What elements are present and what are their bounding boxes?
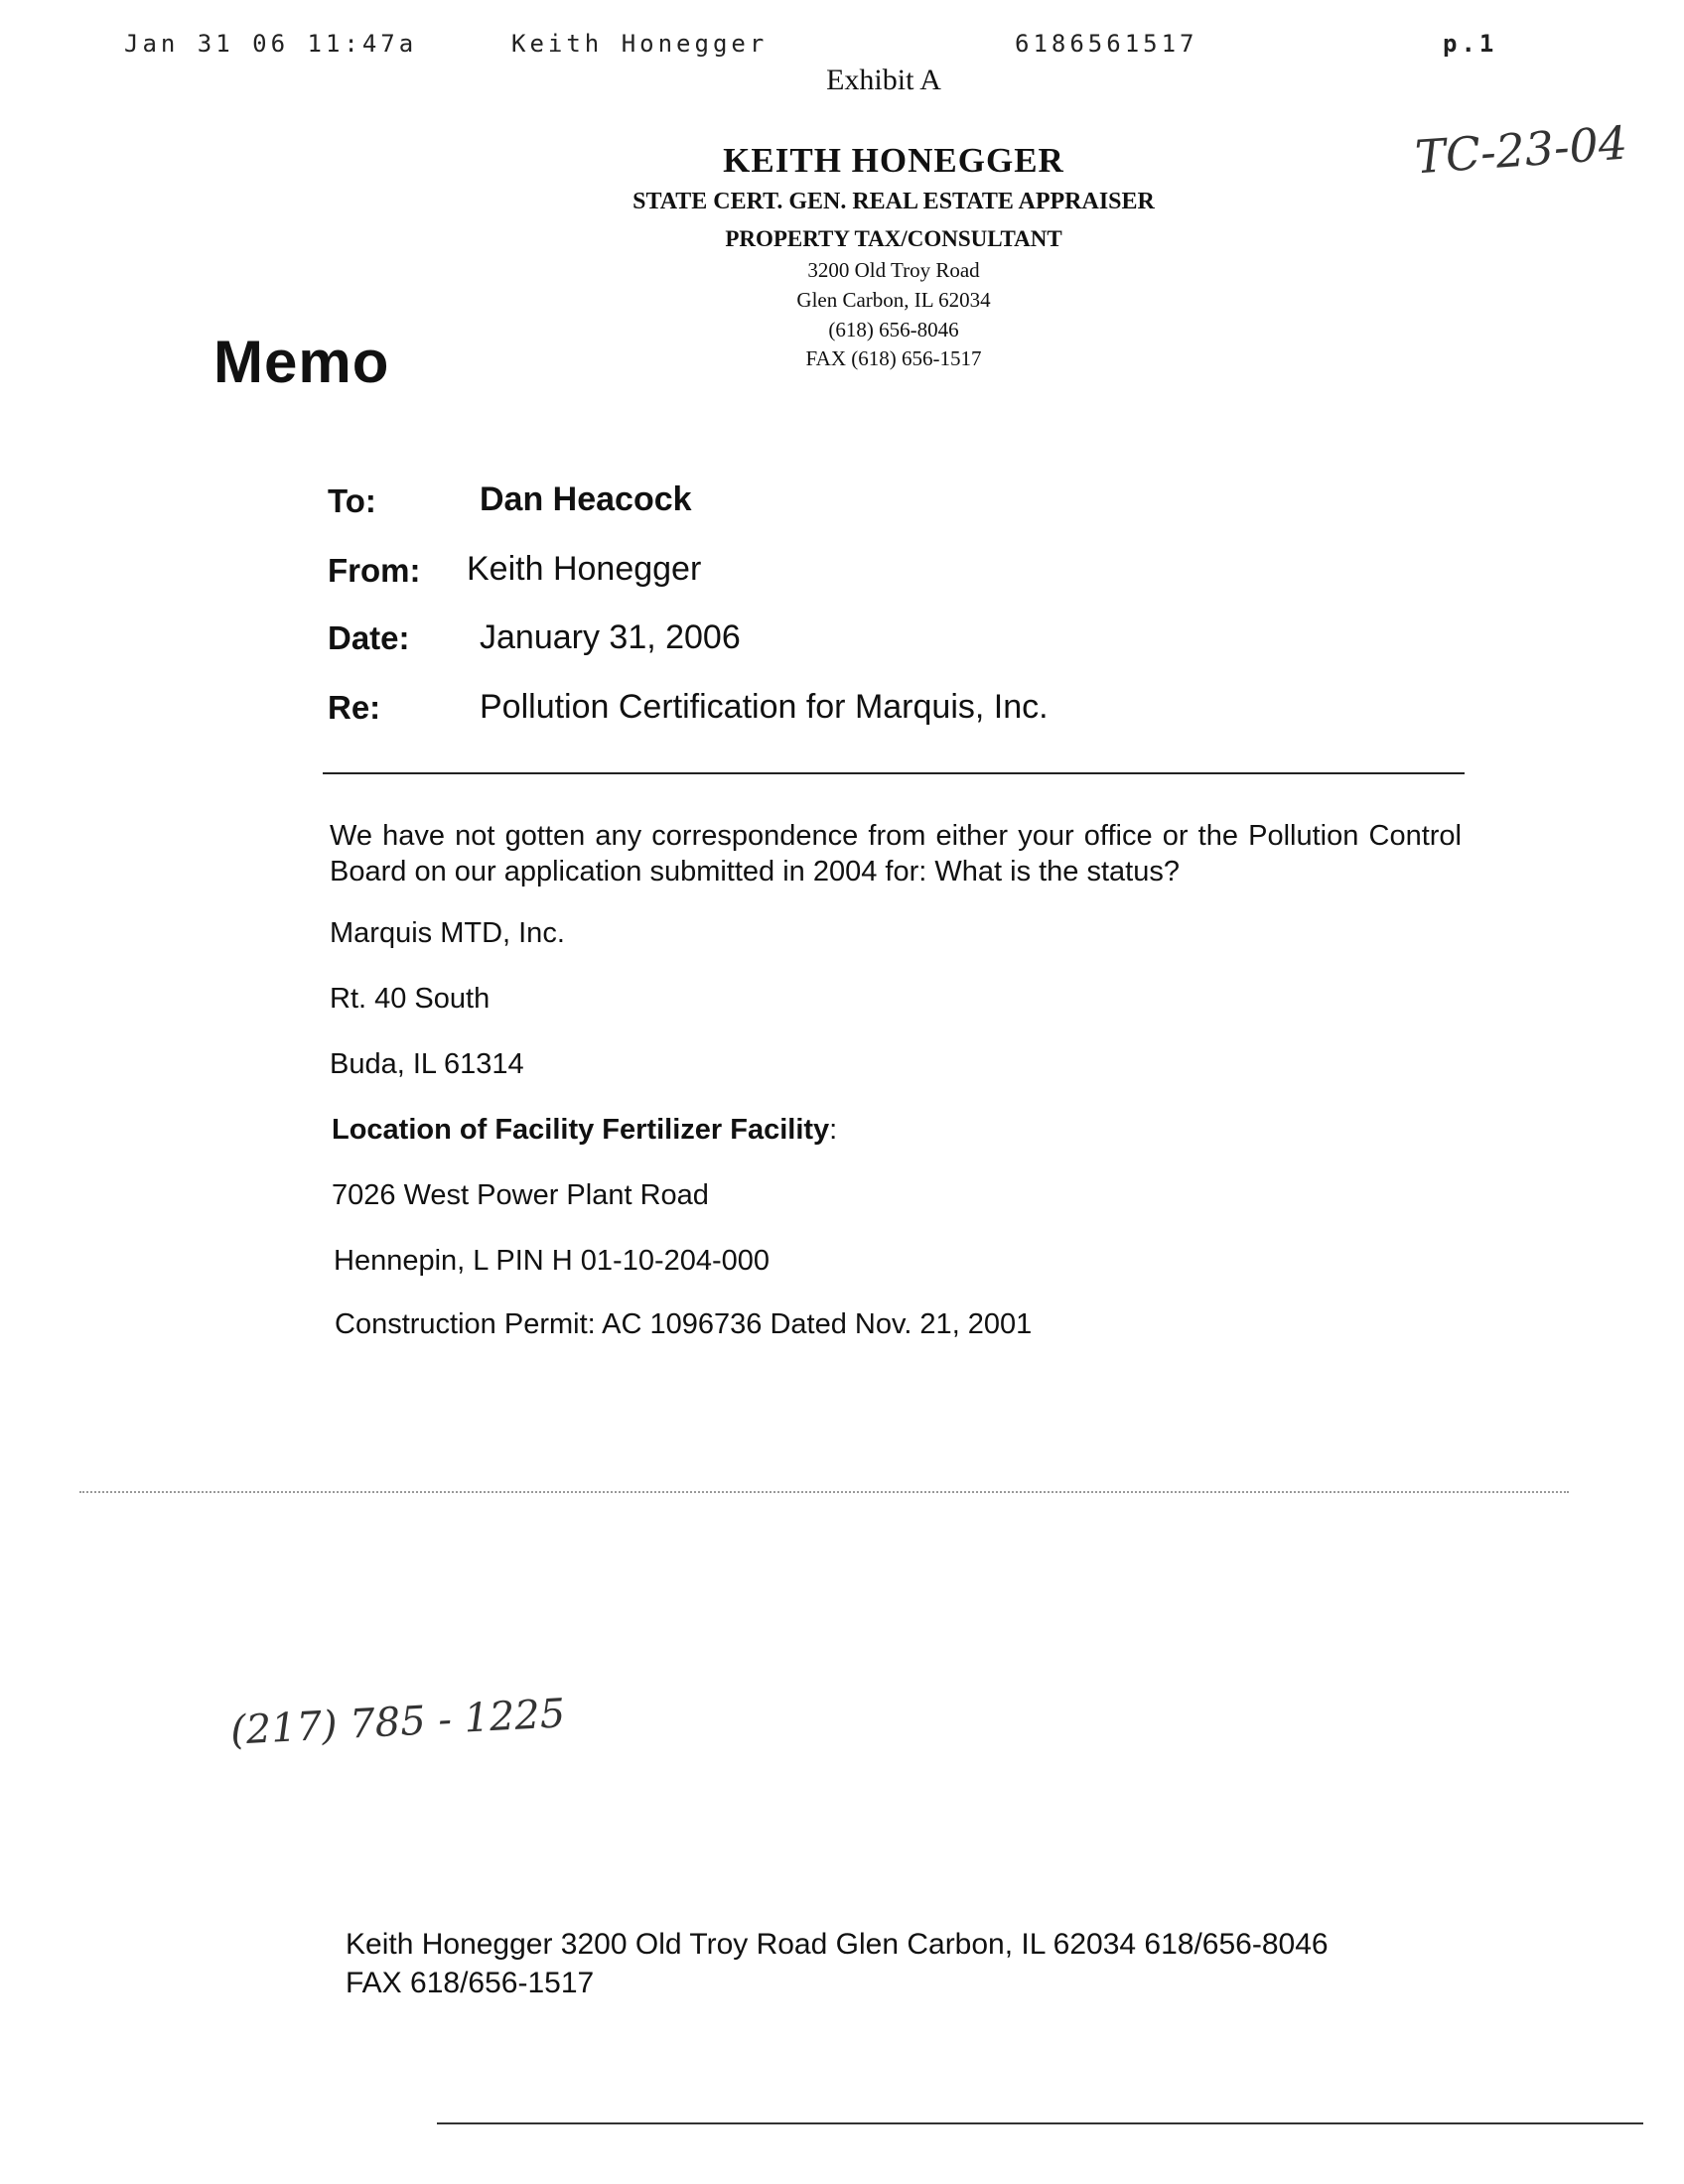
company-street: Rt. 40 South (330, 983, 491, 1015)
location-label: Location of Facility Fertilizer Facility (332, 1114, 830, 1146)
letterhead-title: STATE CERT. GEN. REAL ESTATE APPRAISER (632, 189, 1155, 214)
fax-sender: Keith Honegger (511, 30, 769, 58)
footer-contact-line: Keith Honegger 3200 Old Troy Road Glen Carbon, IL 62034 618/656-8046 (346, 1928, 1329, 1961)
exhibit-label: Exhibit A (826, 64, 941, 96)
footer-fax-line: FAX 618/656-1517 (346, 1967, 595, 1999)
scan-artifact-line (79, 1491, 1569, 1493)
fax-page: p.1 (1443, 30, 1498, 58)
fax-datetime: Jan 31 06 11:47a (124, 30, 418, 58)
company-name: Marquis MTD, Inc. (330, 917, 565, 949)
handwritten-case-number: TC-23-04 (1413, 115, 1629, 185)
letterhead-subtitle: PROPERTY TAX/CONSULTANT (725, 226, 1062, 251)
facility-street: 7026 West Power Plant Road (332, 1179, 709, 1211)
date-value: January 31, 2006 (480, 618, 741, 656)
to-label: To: (328, 482, 376, 519)
to-value: Dan Heacock (480, 480, 692, 518)
memo-title: Memo (213, 329, 390, 395)
from-label: From: (328, 552, 421, 589)
letterhead-fax: FAX (618) 656-1517 (805, 346, 982, 370)
from-value: Keith Honegger (467, 550, 702, 588)
location-heading (332, 1114, 837, 1147)
letterhead-address1: 3200 Old Troy Road (807, 258, 980, 282)
handwritten-phone: (217) 785 - 1225 (229, 1691, 567, 1754)
date-label: Date: (328, 619, 410, 656)
letterhead-address2: Glen Carbon, IL 62034 (796, 288, 991, 312)
fax-number: 6186561517 (1015, 30, 1198, 58)
letterhead-name: KEITH HONEGGER (723, 141, 1064, 180)
construction-permit: Construction Permit: AC 1096736 Dated Nov. 21, 2001 (335, 1308, 1033, 1340)
letterhead-phone: (618) 656-8046 (828, 318, 959, 341)
company-city: Buda, IL 61314 (330, 1048, 524, 1080)
header-divider (323, 772, 1465, 774)
location-colon: : (829, 1114, 838, 1146)
bottom-edge-line (437, 2122, 1643, 2124)
re-label: Re: (328, 689, 381, 726)
re-value: Pollution Certification for Marquis, Inc. (480, 688, 1049, 726)
facility-city-pin: Hennepin, L PIN H 01-10-204-000 (334, 1245, 771, 1277)
body-paragraph: We have not gotten any correspondence from either your office or the Pollution Control Board on our application submitted in 2004 for: What is the status? (330, 820, 1462, 887)
